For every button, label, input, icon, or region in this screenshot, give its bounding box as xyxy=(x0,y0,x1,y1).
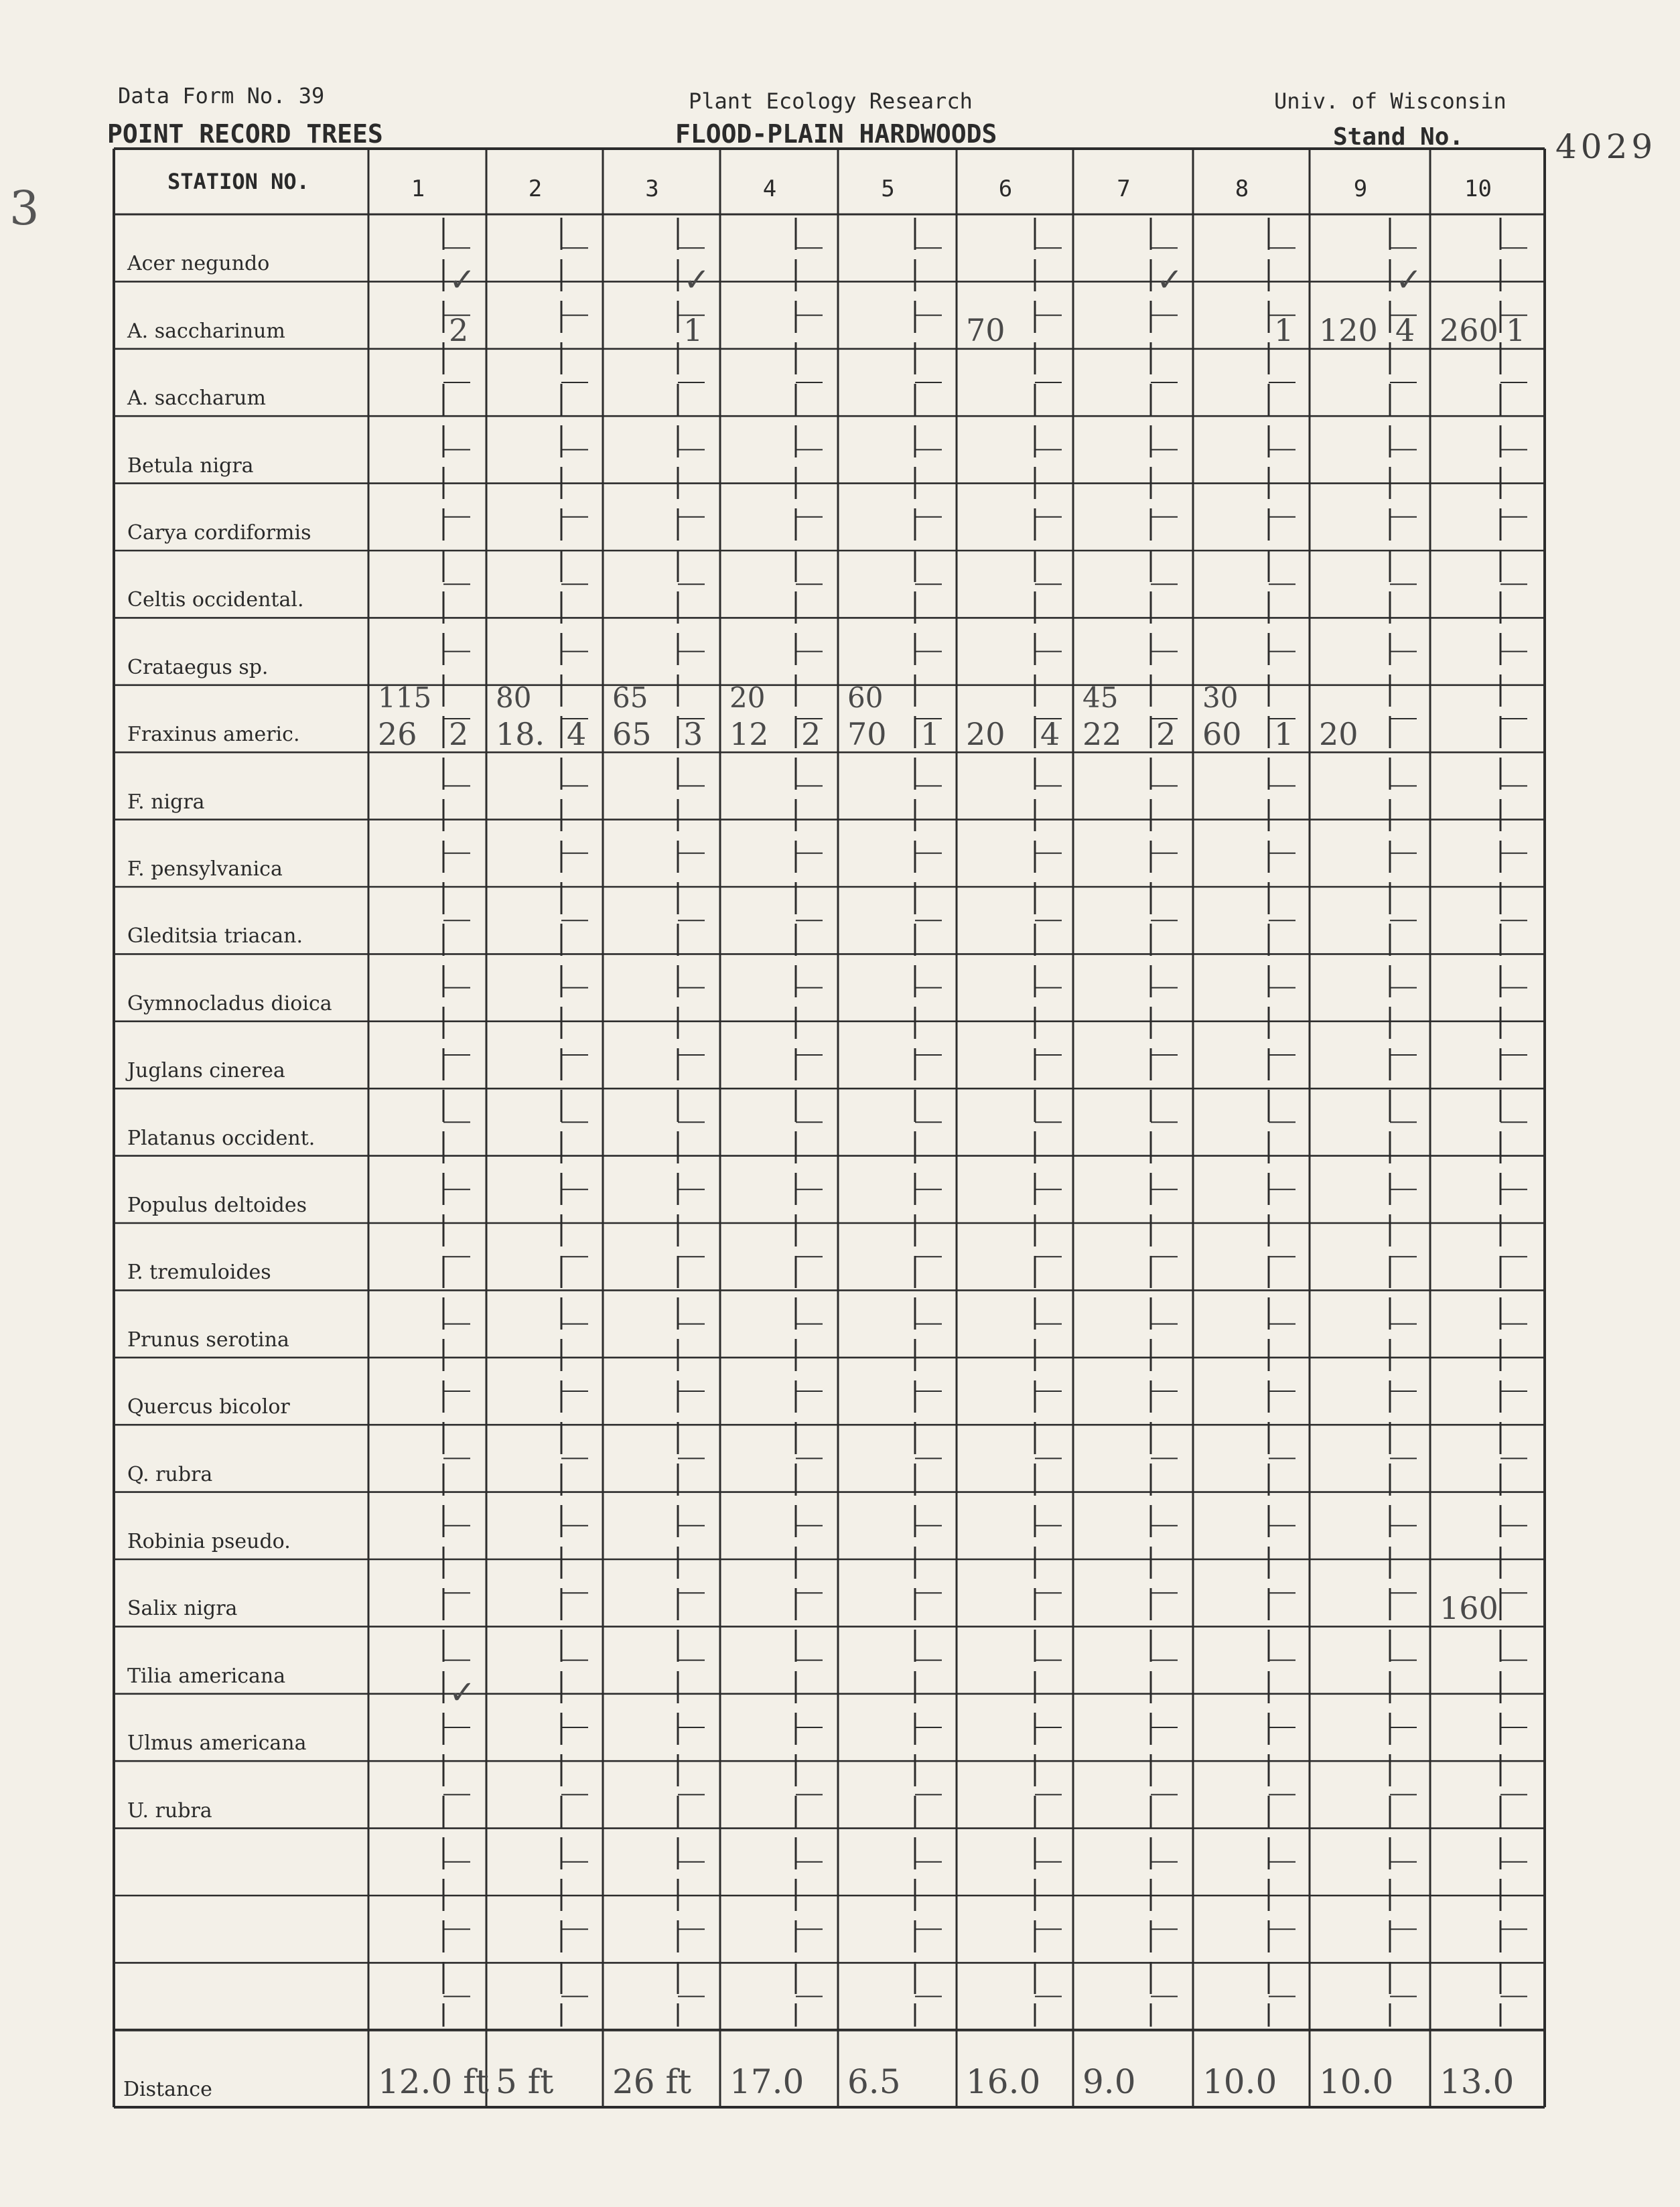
stand-number: 4029 xyxy=(1555,127,1657,166)
program-name: Plant Ecology Research xyxy=(689,88,973,114)
species-label: F. pensylvanica xyxy=(127,857,283,881)
tree-count: 1 xyxy=(1274,715,1294,752)
tree-value: 18. xyxy=(496,715,545,752)
upper-value: 80 xyxy=(496,681,532,714)
station-number: 4 xyxy=(762,175,777,202)
distance-value: 16.0 xyxy=(966,2062,1041,2101)
tree-value: 120 xyxy=(1319,312,1378,349)
check-mark: ✓ xyxy=(1156,261,1184,299)
check-mark: ✓ xyxy=(1395,261,1423,299)
tree-value: 22 xyxy=(1082,715,1122,752)
species-label: Acer negundo xyxy=(127,252,270,276)
check-mark: ✓ xyxy=(449,261,476,299)
upper-value: 115 xyxy=(378,681,432,714)
upper-value: 20 xyxy=(729,681,766,714)
community-name: FLOOD-PLAIN HARDWOODS xyxy=(675,119,997,149)
species-label: Platanus occident. xyxy=(127,1126,316,1150)
distance-value: 10.0 xyxy=(1319,2062,1394,2101)
species-label: Gleditsia triacan. xyxy=(127,924,303,948)
distance-value: 10.0 xyxy=(1202,2062,1277,2101)
species-label: A. saccharinum xyxy=(127,319,285,343)
upper-value: 60 xyxy=(847,681,884,714)
margin-mark: 3 xyxy=(9,181,40,236)
form-number: Data Form No. 39 xyxy=(118,83,325,109)
species-label: U. rubra xyxy=(127,1798,212,1823)
distance-value: 17.0 xyxy=(729,2062,804,2101)
station-number: 5 xyxy=(881,175,895,202)
tree-value: 70 xyxy=(966,312,1005,349)
form-title: POINT RECORD TREES xyxy=(107,119,383,149)
species-label: Carya cordiformis xyxy=(127,521,311,545)
distance-label: Distance xyxy=(123,2078,212,2101)
station-number: 10 xyxy=(1464,175,1492,202)
species-label: Quercus bicolor xyxy=(127,1395,290,1419)
tree-value: 20 xyxy=(966,715,1005,752)
distance-value: 26 ft xyxy=(612,2062,692,2101)
species-label: Crataegus sp. xyxy=(127,655,269,679)
check-mark: ✓ xyxy=(683,261,711,299)
station-number: 9 xyxy=(1353,175,1368,202)
upper-value: 45 xyxy=(1082,681,1119,714)
stand-label: Stand No. xyxy=(1333,123,1464,151)
upper-value: 65 xyxy=(612,681,648,714)
station-number: 2 xyxy=(528,175,543,202)
tree-value: 60 xyxy=(1202,715,1242,752)
species-label: Fraxinus americ. xyxy=(127,723,300,747)
tree-count: 1 xyxy=(920,715,940,752)
species-label: Betula nigra xyxy=(127,453,254,478)
station-number: 8 xyxy=(1235,175,1249,202)
distance-value: 5 ft xyxy=(496,2062,554,2101)
station-number: 1 xyxy=(411,175,425,202)
tree-value: 160 xyxy=(1440,1590,1498,1626)
station-header: STATION NO. xyxy=(167,169,309,194)
tree-count: 4 xyxy=(1395,312,1415,349)
species-label: F. nigra xyxy=(127,790,205,814)
tree-value: 20 xyxy=(1319,715,1358,752)
species-label: Q. rubra xyxy=(127,1462,213,1486)
distance-value: 13.0 xyxy=(1440,2062,1515,2101)
tree-count: 2 xyxy=(801,715,821,752)
tree-value: 70 xyxy=(847,715,887,752)
tree-count: 1 xyxy=(1506,312,1526,349)
tree-count: 3 xyxy=(683,715,703,752)
station-number: 6 xyxy=(998,175,1013,202)
tree-count: 4 xyxy=(567,715,587,752)
species-label: Prunus serotina xyxy=(127,1328,289,1352)
species-label: Celtis occidental. xyxy=(127,588,304,612)
species-label: A. saccharum xyxy=(127,386,266,411)
tree-count: 4 xyxy=(1040,715,1060,752)
tree-count: 1 xyxy=(1274,312,1294,349)
species-label: Juglans cinerea xyxy=(127,1059,285,1083)
upper-value: 30 xyxy=(1202,681,1239,714)
tree-value: 260 xyxy=(1440,312,1498,349)
check-mark: ✓ xyxy=(449,1673,476,1711)
tree-count: 2 xyxy=(449,312,469,349)
species-label: Gymnocladus dioica xyxy=(127,991,332,1015)
tree-count: 1 xyxy=(683,312,703,349)
tree-value: 65 xyxy=(612,715,652,752)
species-label: Tilia americana xyxy=(127,1664,286,1688)
institution-name: Univ. of Wisconsin xyxy=(1274,88,1507,114)
distance-value: 12.0 ft xyxy=(378,2062,489,2101)
species-label: Salix nigra xyxy=(127,1597,238,1621)
species-label: Ulmus americana xyxy=(127,1731,307,1756)
tree-value: 26 xyxy=(378,715,417,752)
tree-count: 2 xyxy=(1156,715,1176,752)
species-label: P. tremuloides xyxy=(127,1261,271,1285)
distance-value: 6.5 xyxy=(847,2062,901,2101)
tree-value: 12 xyxy=(729,715,769,752)
species-label: Robinia pseudo. xyxy=(127,1530,291,1553)
distance-value: 9.0 xyxy=(1082,2062,1136,2101)
tree-count: 2 xyxy=(449,715,469,752)
species-label: Populus deltoides xyxy=(127,1194,307,1217)
station-number: 7 xyxy=(1117,175,1131,202)
station-number: 3 xyxy=(645,175,659,202)
